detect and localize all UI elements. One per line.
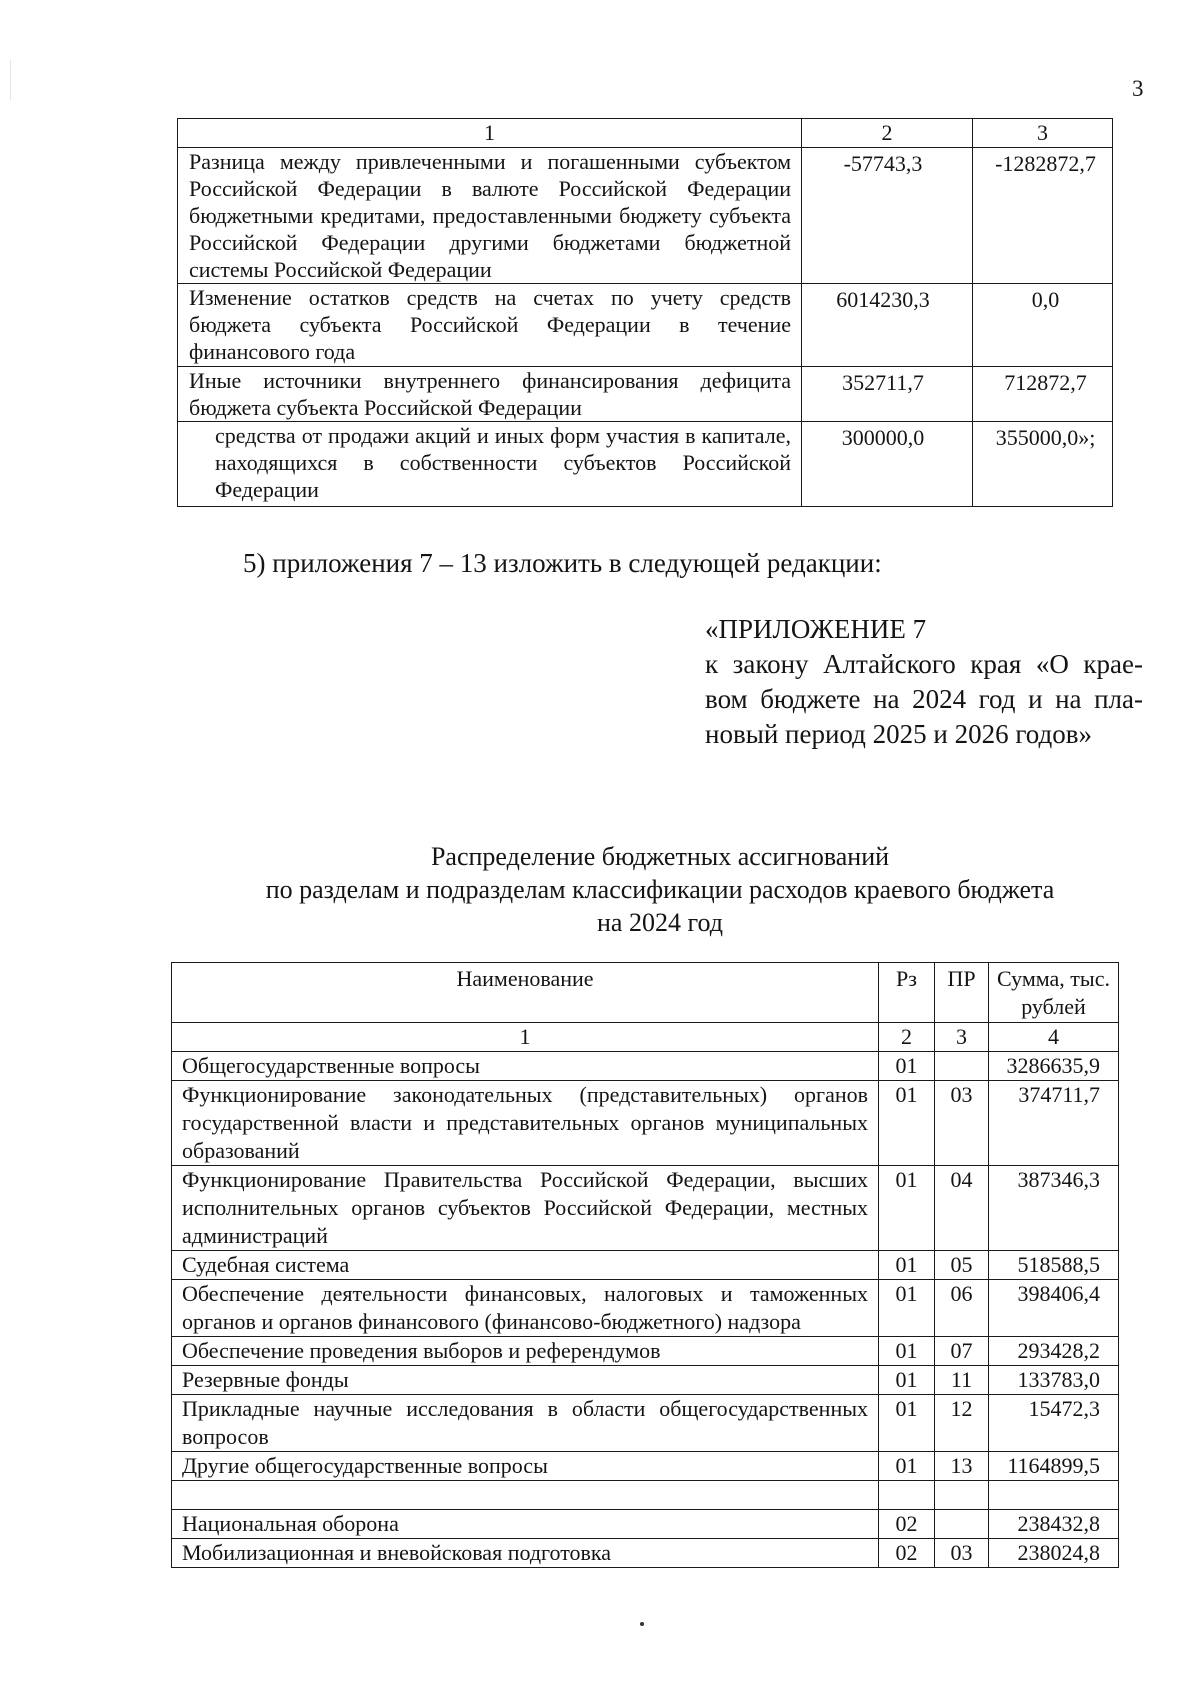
column-number-1: 1	[172, 1023, 879, 1052]
column-number-3: 3	[935, 1023, 989, 1052]
column-number-row	[172, 1023, 1119, 1052]
row-rz: 01	[879, 1166, 935, 1251]
row-rz: 01	[879, 1081, 935, 1166]
row-rz: 01	[879, 1280, 935, 1337]
scan-dot	[640, 1622, 644, 1626]
annex-line: новый период 2025 и 2026 годов»	[705, 719, 1092, 749]
row-name: Обеспечение проведения выборов и референдумов	[172, 1337, 879, 1366]
row-name: Судебная система	[172, 1251, 879, 1280]
row-sum: 293428,2	[989, 1337, 1119, 1366]
row-value-2024: -57743,3	[802, 148, 973, 284]
row-rz: 01	[879, 1337, 935, 1366]
row-value-2025: 712872,7	[973, 367, 1113, 422]
row-rz: 02	[879, 1539, 935, 1568]
row-pr: 04	[935, 1166, 989, 1251]
annex-line: к закону Алтайского края «О крае-	[705, 649, 1143, 679]
row-pr: 07	[935, 1337, 989, 1366]
table-row	[172, 1452, 1119, 1481]
row-pr	[935, 1510, 989, 1539]
row-pr: 12	[935, 1395, 989, 1452]
row-sum	[989, 1481, 1119, 1510]
row-sum: 238024,8	[989, 1539, 1119, 1568]
row-name: Функционирование законодательных (представительных) органов государственной власти и представительных органов муниципальных образований	[172, 1081, 879, 1166]
row-pr: 11	[935, 1366, 989, 1395]
amendment-item-5: 5) приложения 7 – 13 изложить в следующей редакции:	[243, 548, 882, 578]
row-name: Функционирование Правительства Российской Федерации, высших исполнительных органов субъектов Российской Федерации, местных администраций	[172, 1166, 879, 1251]
table-row-blank	[172, 1481, 1119, 1510]
row-name: Другие общегосударственные вопросы	[172, 1452, 879, 1481]
row-value-2025: -1282872,7	[973, 148, 1113, 284]
table-row	[178, 284, 1113, 367]
budget-allocation-table	[171, 962, 1119, 1568]
header-sum: Сумма, тыс. рублей	[989, 963, 1119, 1023]
row-rz	[879, 1481, 935, 1510]
table-row	[172, 1081, 1119, 1166]
row-name: Изменение остатков средств на счетах по учету средств бюджета субъекта Российской Федерации в течение финансового года	[178, 284, 802, 367]
document-title	[0, 840, 1200, 939]
row-value-2025: 355000,0»;	[973, 422, 1113, 507]
row-name: Национальная оборона	[172, 1510, 879, 1539]
row-rz: 01	[879, 1052, 935, 1081]
table-row	[172, 1166, 1119, 1251]
title-line: на 2024 год	[597, 908, 723, 937]
column-number-1: 1	[178, 119, 802, 148]
row-value-2024: 352711,7	[802, 367, 973, 422]
table-row	[172, 1052, 1119, 1081]
row-pr: 05	[935, 1251, 989, 1280]
table-row	[172, 1280, 1119, 1337]
row-name: Мобилизационная и вневойсковая подготовка	[172, 1539, 879, 1568]
row-rz: 01	[879, 1251, 935, 1280]
row-value-2025: 0,0	[973, 284, 1113, 367]
sources-financing-table	[177, 118, 1113, 507]
table-row	[178, 422, 1113, 507]
column-number-3: 3	[973, 119, 1113, 148]
row-name: Разница между привлеченными и погашенными субъектом Российской Федерации в валюте Российской Федерации бюджетными кредитами, предоставленными бюджету субъекта Российской Федерации другими бюджетами бюджетной системы Российской Федерации	[178, 148, 802, 284]
row-pr	[935, 1052, 989, 1081]
row-rz: 01	[879, 1366, 935, 1395]
title-line: Распределение бюджетных ассигнований	[430, 842, 890, 871]
row-rz: 02	[879, 1510, 935, 1539]
row-sum: 518588,5	[989, 1251, 1119, 1280]
row-sum: 374711,7	[989, 1081, 1119, 1166]
header-pr: ПР	[935, 963, 989, 1023]
row-pr: 13	[935, 1452, 989, 1481]
row-sum: 1164899,5	[989, 1452, 1119, 1481]
row-rz: 01	[879, 1452, 935, 1481]
row-pr	[935, 1481, 989, 1510]
row-value-2024: 300000,0	[802, 422, 973, 507]
table-row	[178, 367, 1113, 422]
row-sum: 398406,4	[989, 1280, 1119, 1337]
row-sum: 238432,8	[989, 1510, 1119, 1539]
row-sum: 3286635,9	[989, 1052, 1119, 1081]
row-rz: 01	[879, 1395, 935, 1452]
table-row	[172, 1337, 1119, 1366]
annex-title: «ПРИЛОЖЕНИЕ 7	[705, 614, 927, 644]
table-row	[172, 1510, 1119, 1539]
header-name: Наименование	[172, 963, 879, 1023]
table-row	[172, 1395, 1119, 1452]
row-sum: 387346,3	[989, 1166, 1119, 1251]
row-pr: 06	[935, 1280, 989, 1337]
title-line: по разделам и подразделам классификации расходов краевого бюджета	[265, 875, 1055, 904]
row-sum: 133783,0	[989, 1366, 1119, 1395]
column-number-2: 2	[802, 119, 973, 148]
table-row	[172, 1539, 1119, 1568]
table-header-row	[172, 963, 1119, 1023]
table-row	[172, 1251, 1119, 1280]
row-name: средства от продажи акций и иных форм участия в капитале, находящихся в собственности субъектов Российской Федерации	[178, 422, 802, 507]
annex-heading	[705, 612, 1143, 752]
annex-line: вом бюджете на 2024 год и на пла-	[705, 684, 1143, 714]
row-name: Общегосударственные вопросы	[172, 1052, 879, 1081]
scan-edge-mark	[10, 60, 11, 100]
table-header-row	[178, 119, 1113, 148]
row-name: Иные источники внутреннего финансирования дефицита бюджета субъекта Российской Федерации	[178, 367, 802, 422]
row-name: Обеспечение деятельности финансовых, налоговых и таможенных органов и органов финансового (финансово-бюджетного) надзора	[172, 1280, 879, 1337]
row-pr: 03	[935, 1081, 989, 1166]
page-number: 3	[1132, 76, 1144, 101]
row-pr: 03	[935, 1539, 989, 1568]
row-value-2024: 6014230,3	[802, 284, 973, 367]
table-row	[178, 148, 1113, 284]
row-name	[172, 1481, 879, 1510]
row-name: Резервные фонды	[172, 1366, 879, 1395]
header-rz: Рз	[879, 963, 935, 1023]
column-number-4: 4	[989, 1023, 1119, 1052]
column-number-2: 2	[879, 1023, 935, 1052]
row-name: Прикладные научные исследования в области общегосударственных вопросов	[172, 1395, 879, 1452]
table-row	[172, 1366, 1119, 1395]
row-sum: 15472,3	[989, 1395, 1119, 1452]
